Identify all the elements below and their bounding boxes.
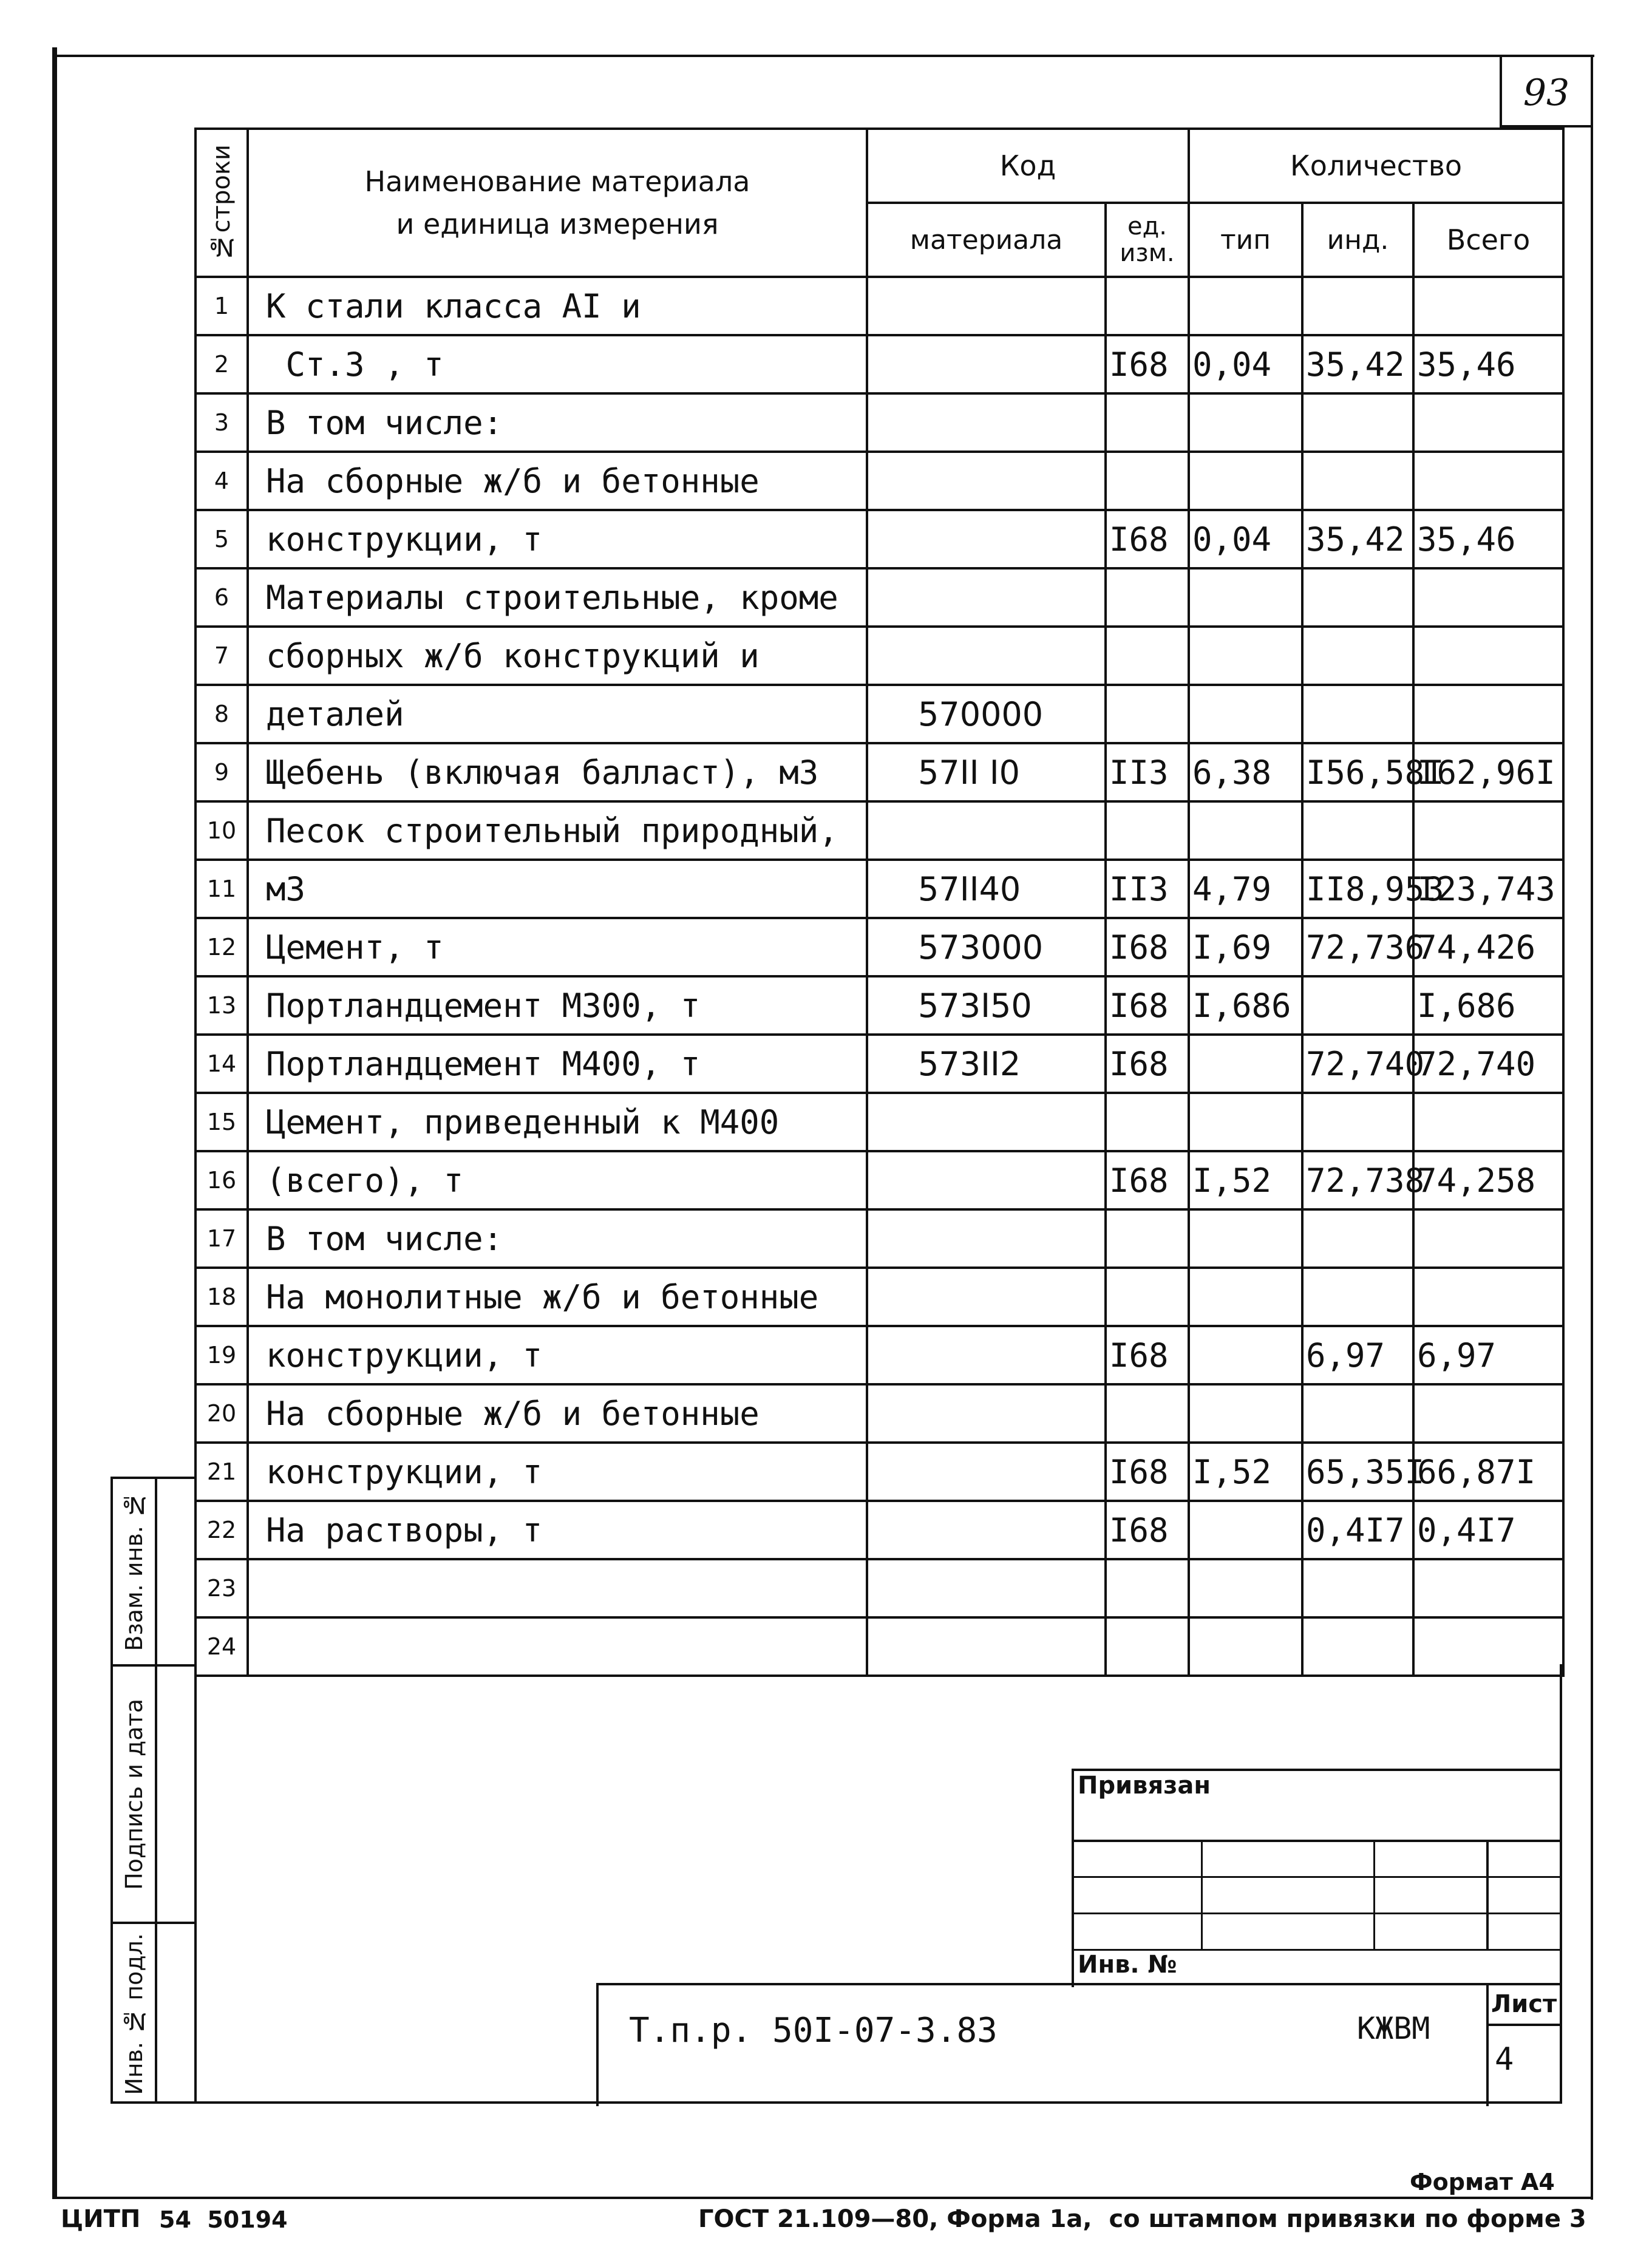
table-row (195, 1559, 1563, 1617)
unit-code-cell: I68 (1106, 1035, 1189, 1093)
row-number-header-text: №строки (208, 144, 236, 261)
material-name-cell: Цемент, т (248, 918, 867, 976)
material-code-cell: 573I50 (867, 976, 1106, 1035)
unit-code-cell: II3 (1106, 860, 1189, 918)
material-code-cell (867, 393, 1106, 452)
row-number-cell: 17 (195, 1209, 248, 1268)
individual-qty-cell: 65,35I (1302, 1443, 1413, 1501)
row-number-cell: 20 (195, 1384, 248, 1443)
material-name-cell: конструкции, т (248, 1326, 867, 1384)
row-number-cell: 10 (195, 801, 248, 860)
individual-qty-cell (1302, 976, 1413, 1035)
material-name-cell: К стали класса АI и (248, 277, 867, 335)
total-qty-cell: I,686 (1413, 976, 1563, 1035)
side-stamp-inv-orig: Инв. № подл. (120, 1933, 148, 2095)
material-code-cell (867, 335, 1106, 393)
table-row (195, 860, 1563, 918)
material-name-cell: сборных ж/б конструкций и (248, 627, 867, 685)
row-number-cell: 6 (195, 568, 248, 627)
material-code-cell (867, 627, 1106, 685)
material-code-cell (867, 1209, 1106, 1268)
material-code-cell (867, 1384, 1106, 1443)
row-number-cell: 9 (195, 743, 248, 801)
table-row (195, 801, 1563, 860)
unit-code-cell: I68 (1106, 510, 1189, 568)
material-code-cell (867, 801, 1106, 860)
material-code-cell (867, 1559, 1106, 1617)
type-qty-cell: I,686 (1189, 976, 1302, 1035)
individual-qty-cell: I56,58I (1302, 743, 1413, 801)
row-number-cell: 2 (195, 335, 248, 393)
code-group-header: Код (867, 129, 1189, 203)
type-qty-cell: 0,04 (1189, 335, 1302, 393)
total-qty-cell (1413, 452, 1563, 510)
individual-qty-cell (1302, 277, 1413, 335)
side-stamp-divider (155, 1477, 157, 2104)
individual-qty-cell (1302, 452, 1413, 510)
unit-code-cell: I68 (1106, 1326, 1189, 1384)
material-code-cell: 573000 (867, 918, 1106, 976)
unit-code-cell: I68 (1106, 1151, 1189, 1209)
individual-qty-header: инд. (1302, 203, 1413, 277)
quantity-group-header: Количество (1189, 129, 1563, 203)
material-name-cell: В том числе: (248, 393, 867, 452)
material-name-cell: (всего), т (248, 1151, 867, 1209)
total-qty-cell: 66,87I (1413, 1443, 1563, 1501)
individual-qty-cell (1302, 1559, 1413, 1617)
total-qty-cell: I62,96I (1413, 743, 1563, 801)
material-code-cell (867, 1443, 1106, 1501)
type-qty-cell (1189, 1093, 1302, 1151)
unit-code-cell (1106, 1559, 1189, 1617)
total-qty-cell (1413, 277, 1563, 335)
row-number-cell: 7 (195, 627, 248, 685)
frame-left-border (52, 47, 57, 2197)
type-qty-cell (1189, 801, 1302, 860)
material-name-cell: Цемент, приведенный к М400 (248, 1093, 867, 1151)
sheet-label: Лист (1491, 1990, 1557, 2018)
row-number-cell: 24 (195, 1617, 248, 1676)
row-number-cell: 21 (195, 1443, 248, 1501)
footer-org: ЦИТП (61, 2205, 141, 2233)
sheet-box-divider (1486, 2024, 1562, 2026)
material-name-cell: конструкции, т (248, 510, 867, 568)
individual-qty-cell (1302, 627, 1413, 685)
frame-top-border (52, 55, 1594, 57)
side-stamp-replace-inv-cell (113, 1479, 155, 1664)
table-row (195, 1501, 1563, 1559)
table-row (195, 1443, 1563, 1501)
type-qty-cell (1189, 1035, 1302, 1093)
unit-code-cell (1106, 627, 1189, 685)
material-name-cell: м3 (248, 860, 867, 918)
row-number-cell: 3 (195, 393, 248, 452)
unit-code-header (1106, 203, 1189, 277)
type-qty-cell (1189, 568, 1302, 627)
footer-order-no: 54 50194 (159, 2206, 288, 2233)
table-row (195, 393, 1563, 452)
individual-qty-cell: 35,42 (1302, 335, 1413, 393)
table-row (195, 335, 1563, 393)
unit-code-cell: I68 (1106, 335, 1189, 393)
table-row (195, 685, 1563, 743)
total-qty-cell (1413, 568, 1563, 627)
table-row (195, 1209, 1563, 1268)
type-qty-cell (1189, 393, 1302, 452)
material-name-cell: Портландцемент М400, т (248, 1035, 867, 1093)
material-code-cell (867, 1501, 1106, 1559)
total-qty-header: Всего (1413, 203, 1563, 277)
type-qty-cell (1189, 277, 1302, 335)
material-code-cell: 57II I0 (867, 743, 1106, 801)
frame-right-border (1591, 55, 1593, 2200)
total-qty-cell (1413, 1093, 1563, 1151)
type-qty-cell (1189, 685, 1302, 743)
material-name-cell: Ст.3 , т (248, 335, 867, 393)
individual-qty-cell (1302, 1384, 1413, 1443)
total-qty-cell (1413, 685, 1563, 743)
table-row (195, 568, 1563, 627)
table-row (195, 1384, 1563, 1443)
table-row (195, 627, 1563, 685)
type-qty-cell: I,69 (1189, 918, 1302, 976)
material-code-cell (867, 568, 1106, 627)
material-code-cell (867, 452, 1106, 510)
row-number-cell: 15 (195, 1093, 248, 1151)
side-stamp-inv-orig-cell (113, 1924, 155, 2104)
material-name-cell: Песок строительный природный, (248, 801, 867, 860)
type-qty-cell (1189, 1501, 1302, 1559)
individual-qty-cell: 35,42 (1302, 510, 1413, 568)
unit-code-cell: I68 (1106, 918, 1189, 976)
type-qty-cell (1189, 1384, 1302, 1443)
row-number-cell: 16 (195, 1151, 248, 1209)
material-name-cell (248, 1559, 867, 1617)
material-name-cell: Материалы строительные, кроме (248, 568, 867, 627)
document-mark: КЖВМ (1357, 2011, 1430, 2046)
material-name-cell: В том числе: (248, 1209, 867, 1268)
row-number-cell: 23 (195, 1559, 248, 1617)
individual-qty-cell: 0,4I7 (1302, 1501, 1413, 1559)
unit-code-cell: II3 (1106, 743, 1189, 801)
table-row (195, 1035, 1563, 1093)
unit-code-cell: I68 (1106, 1501, 1189, 1559)
table-row (195, 918, 1563, 976)
binding-inv-label: Инв. № (1078, 1951, 1177, 1979)
type-qty-cell (1189, 1559, 1302, 1617)
individual-qty-cell (1302, 1093, 1413, 1151)
type-qty-cell (1189, 627, 1302, 685)
type-qty-cell (1189, 1209, 1302, 1268)
type-qty-cell: I,52 (1189, 1443, 1302, 1501)
total-qty-cell (1413, 393, 1563, 452)
total-qty-cell: 0,4I7 (1413, 1501, 1563, 1559)
material-name-header-line2: и единица измерения (396, 208, 719, 240)
type-qty-cell (1189, 452, 1302, 510)
row-number-cell: 11 (195, 860, 248, 918)
material-code-cell (867, 1151, 1106, 1209)
unit-code-cell (1106, 801, 1189, 860)
unit-code-cell (1106, 452, 1189, 510)
material-code-cell (867, 510, 1106, 568)
individual-qty-cell: 72,738 (1302, 1151, 1413, 1209)
material-name-cell: На монолитные ж/б и бетонные (248, 1268, 867, 1326)
material-name-cell: конструкции, т (248, 1443, 867, 1501)
frame-bottom-border (52, 2197, 1593, 2199)
material-code-cell: 573II2 (867, 1035, 1106, 1093)
table-row (195, 1093, 1563, 1151)
material-code-cell (867, 1093, 1106, 1151)
binding-grid-v3 (1486, 1840, 1489, 1949)
materials-table (194, 127, 1565, 1677)
unit-code-cell (1106, 1209, 1189, 1268)
total-qty-cell: 74,426 (1413, 918, 1563, 976)
material-name-cell: Портландцемент М300, т (248, 976, 867, 1035)
row-number-cell: 8 (195, 685, 248, 743)
total-qty-cell (1413, 801, 1563, 860)
table-row (195, 452, 1563, 510)
table-row (195, 1326, 1563, 1384)
individual-qty-cell (1302, 393, 1413, 452)
material-name-cell: деталей (248, 685, 867, 743)
binding-grid-v1 (1201, 1840, 1203, 1949)
material-code-cell (867, 277, 1106, 335)
material-name-header (248, 129, 867, 277)
table-row (195, 976, 1563, 1035)
material-code-cell (867, 1268, 1106, 1326)
total-qty-cell: 6,97 (1413, 1326, 1563, 1384)
type-qty-cell: 6,38 (1189, 743, 1302, 801)
material-code-cell: 570000 (867, 685, 1106, 743)
row-number-cell: 18 (195, 1268, 248, 1326)
type-qty-header: тип (1189, 203, 1302, 277)
total-qty-cell: 35,46 (1413, 510, 1563, 568)
material-name-cell: На сборные ж/б и бетонные (248, 1384, 867, 1443)
side-stamp-signature-date: Подпись и дата (120, 1698, 148, 1890)
unit-code-cell: I68 (1106, 1443, 1189, 1501)
total-qty-cell (1413, 627, 1563, 685)
unit-code-cell: I68 (1106, 976, 1189, 1035)
binding-stamp-label: Привязан (1078, 1772, 1211, 1800)
row-number-header (195, 129, 248, 277)
total-qty-cell: 35,46 (1413, 335, 1563, 393)
unit-code-cell (1106, 685, 1189, 743)
row-number-cell: 22 (195, 1501, 248, 1559)
format-label: Формат А4 (1410, 2169, 1555, 2195)
individual-qty-cell: 72,736 (1302, 918, 1413, 976)
row-number-cell: 5 (195, 510, 248, 568)
unit-code-cell (1106, 1093, 1189, 1151)
unit-code-cell (1106, 1268, 1189, 1326)
total-qty-cell (1413, 1384, 1563, 1443)
total-qty-cell: 72,740 (1413, 1035, 1563, 1093)
unit-code-cell (1106, 568, 1189, 627)
individual-qty-cell: 6,97 (1302, 1326, 1413, 1384)
table-row (195, 1151, 1563, 1209)
footer-standard: ГОСТ 21.109—80, Форма 1а, со штампом привязки по форме 3 (698, 2205, 1586, 2233)
document-code: Т.п.р. 50I-07-3.83 (629, 2011, 998, 2050)
row-number-cell: 4 (195, 452, 248, 510)
material-code-cell (867, 1326, 1106, 1384)
type-qty-cell: 0,04 (1189, 510, 1302, 568)
row-number-cell: 12 (195, 918, 248, 976)
unit-code-cell (1106, 277, 1189, 335)
material-name-cell: На сборные ж/б и бетонные (248, 452, 867, 510)
table-row (195, 510, 1563, 568)
individual-qty-cell (1302, 1209, 1413, 1268)
material-name-header-line1: Наименование материала (364, 165, 750, 198)
material-name-cell: На растворы, т (248, 1501, 867, 1559)
table-row (195, 277, 1563, 335)
type-qty-cell (1189, 1326, 1302, 1384)
binding-grid-v2 (1373, 1840, 1375, 1949)
table-row (195, 1268, 1563, 1326)
total-qty-cell (1413, 1209, 1563, 1268)
individual-qty-cell (1302, 1268, 1413, 1326)
material-name-cell: Щебень (включая балласт), м3 (248, 743, 867, 801)
material-code-header: материала (867, 203, 1106, 277)
sheet-number: 4 (1495, 2041, 1514, 2078)
total-qty-cell (1413, 1559, 1563, 1617)
page-number: 93 (1523, 72, 1570, 114)
type-qty-cell: I,52 (1189, 1151, 1302, 1209)
individual-qty-cell (1302, 685, 1413, 743)
type-qty-cell (1189, 1268, 1302, 1326)
individual-qty-cell (1302, 801, 1413, 860)
individual-qty-cell: II8,953 (1302, 860, 1413, 918)
row-number-cell: 1 (195, 277, 248, 335)
side-stamp-replace-inv: Взам. инв. № (120, 1492, 148, 1651)
unit-code-header-line2: изм. (1120, 239, 1175, 267)
side-stamp-signature-cell (113, 1667, 155, 1922)
table-row (195, 743, 1563, 801)
total-qty-cell: I23,743 (1413, 860, 1563, 918)
total-qty-cell: 74,258 (1413, 1151, 1563, 1209)
unit-code-cell (1106, 1384, 1189, 1443)
row-number-cell: 19 (195, 1326, 248, 1384)
row-number-cell: 14 (195, 1035, 248, 1093)
material-code-cell: 57II40 (867, 860, 1106, 918)
total-qty-cell (1413, 1268, 1563, 1326)
row-number-cell: 13 (195, 976, 248, 1035)
individual-qty-cell: 72,740 (1302, 1035, 1413, 1093)
unit-code-header-line1: ед. (1127, 212, 1167, 240)
individual-qty-cell (1302, 568, 1413, 627)
unit-code-cell (1106, 393, 1189, 452)
type-qty-cell: 4,79 (1189, 860, 1302, 918)
